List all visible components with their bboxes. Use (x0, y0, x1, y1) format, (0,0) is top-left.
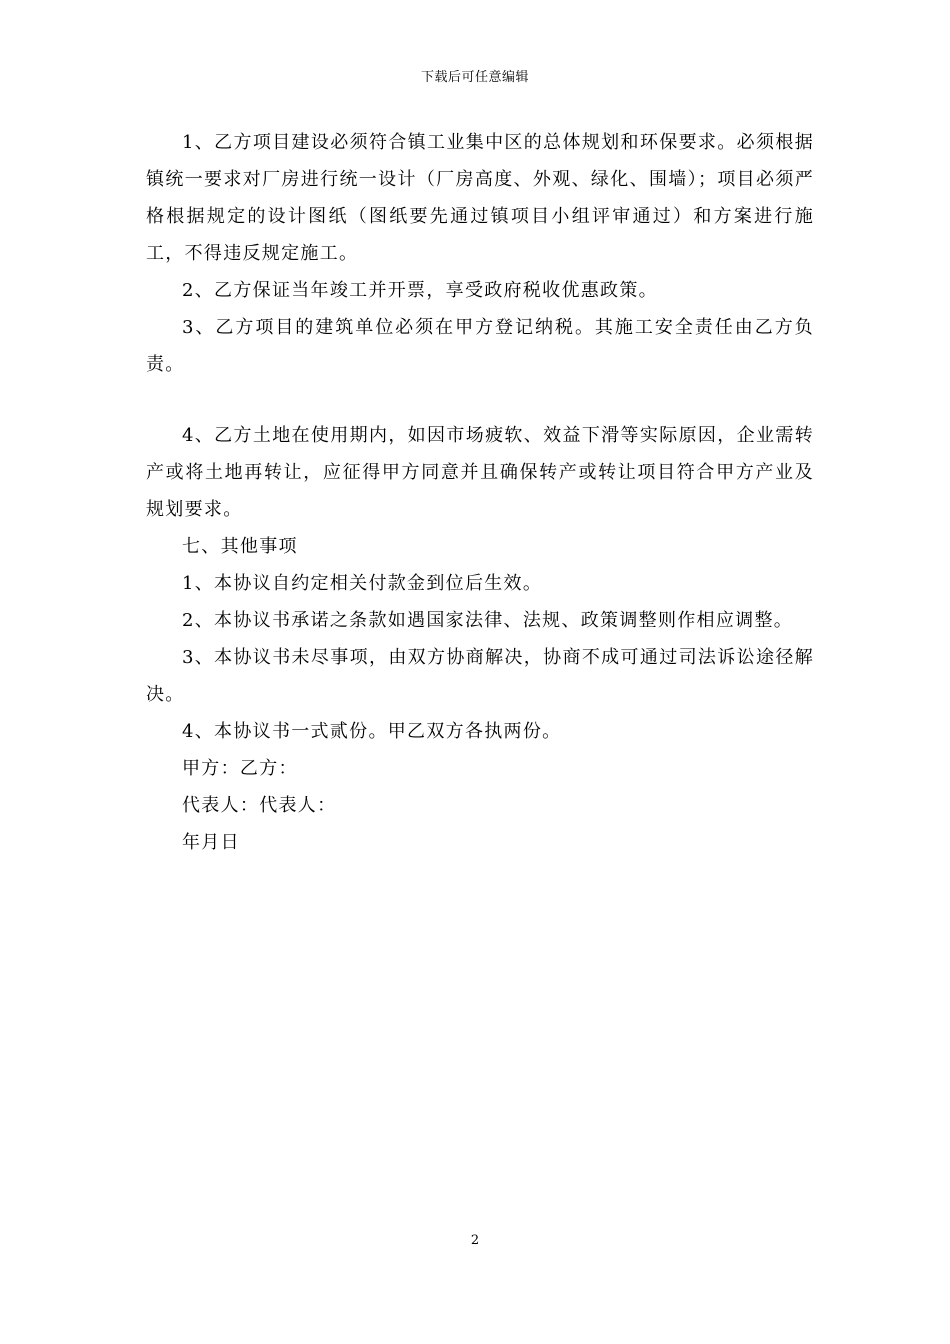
clause-3-tax-registration: 3、乙方项目的建筑单位必须在甲方登记纳税。其施工安全责任由乙方负责。 (146, 317, 814, 375)
clause-4-land-transfer: 4、乙方土地在使用期内，如因市场疲软、效益下滑等实际原因，企业需转产或将土地再转让，应征得甲方同意并且确保转产或转让项目符合甲方产业及规划要求。 (146, 425, 814, 520)
other-clause-4: 4、本协议书一式贰份。甲乙双方各执两份。 (182, 721, 562, 742)
signature-parties: 甲方：乙方： (182, 758, 298, 779)
page-header-note: 下载后可任意编辑 (420, 70, 529, 85)
page-number: 2 (470, 1233, 480, 1248)
other-clause-3: 3、本协议书未尽事项，由双方协商解决，协商不成可通过司法诉讼途径解决。 (146, 647, 814, 705)
clause-2-completion: 2、乙方保证当年竣工并开票，享受政府税收优惠政策。 (182, 280, 658, 301)
signature-representatives: 代表人：代表人： (182, 795, 337, 816)
clause-1-project-planning: 1、乙方项目建设必须符合镇工业集中区的总体规划和环保要求。必须根据镇统一要求对厂房进行统一设计（厂房高度、外观、绿化、围墙）；项目必须严格根据规定的设计图纸（图纸要先通过镇项目小组评审通过）和方案进行施工，不得违反规定施工。 (146, 132, 814, 264)
other-clause-2: 2、本协议书承诺之条款如遇国家法律、法规、政策调整则作相应调整。 (182, 610, 794, 631)
section-heading-other-matters: 七、其他事项 (182, 536, 298, 557)
other-clause-1: 1、本协议自约定相关付款金到位后生效。 (182, 573, 543, 594)
signature-date: 年月日 (182, 832, 240, 853)
document-body (146, 124, 814, 861)
